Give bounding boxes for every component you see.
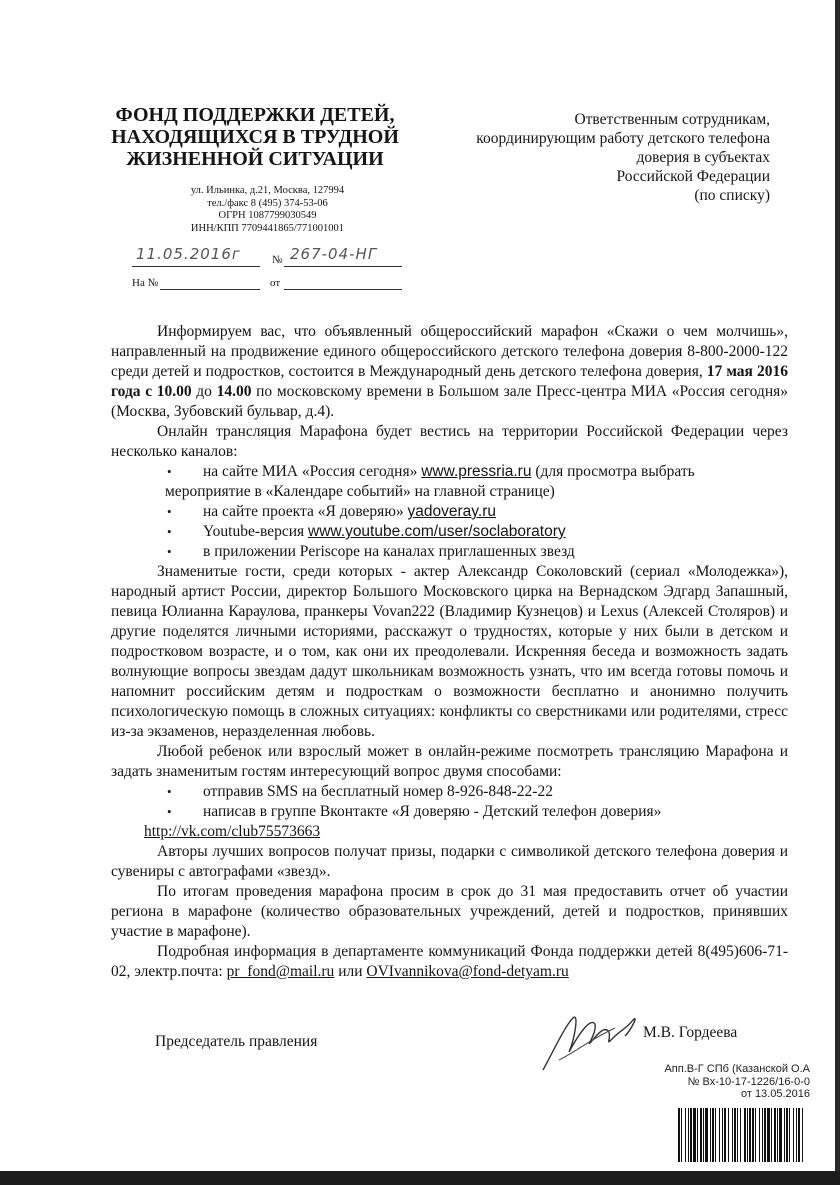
org-inn: ИНН/КПП 7709441865/771001001 <box>190 222 345 234</box>
addressee-line: координирующим работу детского телефона <box>476 130 770 147</box>
text: по московскому времени в Большом зале Пресс-центра МИА «Россия сегодня» (Москва, Зубовский бульвар, д.4). <box>111 383 788 420</box>
number-label: № <box>272 254 283 266</box>
text: написав в группе Вконтакте «Я доверяю - Детский телефон доверия» <box>203 803 662 820</box>
barcode-bar <box>747 1108 748 1162</box>
paragraph-prizes: Авторы лучших вопросов получат призы, подарки с символикой детского телефона доверия и сувениры с автографами «звезд». <box>111 843 788 880</box>
letter-body <box>111 322 788 982</box>
stamp-line: № Вх-10-17-1226/16-0-0 <box>687 1075 810 1088</box>
org-name <box>100 104 410 170</box>
list-item-way <box>111 782 788 802</box>
barcode-bar <box>740 1108 741 1162</box>
paragraph-contacts <box>111 942 788 982</box>
org-ogrn: ОГРН 1087799030549 <box>218 210 317 221</box>
barcode-bar <box>744 1108 746 1162</box>
barcode-bar <box>724 1108 726 1162</box>
incoming-underline <box>160 289 260 290</box>
barcode-bar <box>771 1108 772 1162</box>
barcode-bar <box>697 1108 698 1162</box>
org-details <box>160 185 375 235</box>
barcode-bar <box>793 1108 794 1162</box>
list-item-channel <box>111 502 788 522</box>
addressee-line: Российской Федерации <box>616 168 770 185</box>
barcode-bar <box>774 1108 776 1162</box>
scan-edge-right <box>835 0 840 1185</box>
list-item-channel <box>111 542 788 562</box>
list-item-channel <box>111 522 788 542</box>
org-name-line: НАХОДЯЩИХСЯ В ТРУДНОЙ <box>111 126 399 148</box>
barcode-bar <box>678 1108 680 1162</box>
barcode-bar <box>798 1108 800 1162</box>
email-link[interactable]: OVIvannikova@fond-detyam.ru <box>366 963 569 980</box>
addressee-line: (по списку) <box>694 187 770 204</box>
barcode-bar <box>715 1108 716 1162</box>
youtube-link[interactable]: www.youtube.com/user/soclaboratory <box>308 523 566 540</box>
pressria-link[interactable]: www.pressria.ru <box>421 463 532 480</box>
barcode-bar <box>767 1108 770 1162</box>
barcode-bar <box>712 1108 714 1162</box>
text: Информируем вас, что объявленный общероссийский марафон «Скажи о чем молчишь», направленный на продвижение единого общероссийского детского телефона доверия 8-800-2000-122 среди детей и подростков, состоится в Международный день детского телефона доверия, <box>111 323 788 380</box>
paragraph-report: По итогам проведения марафона просим в срок до 31 мая предоставить отчет об участии региона в марафоне (количество образовательных учреждений, детей и подростков, принявших участие в марафоне). <box>111 883 788 940</box>
barcode-bar <box>688 1108 689 1162</box>
barcode-bar <box>700 1108 702 1162</box>
barcode-bar <box>719 1108 720 1162</box>
barcode-bar <box>681 1108 682 1162</box>
barcode <box>676 1108 806 1162</box>
barcode-bar <box>737 1108 738 1162</box>
barcode-bar <box>693 1108 696 1162</box>
barcode-bar <box>764 1108 766 1162</box>
barcode-bar <box>779 1108 782 1162</box>
addressee-line: Ответственным сотрудникам, <box>574 111 770 128</box>
text: Подробная информация в департаменте коммуникаций Фонда поддержки детей 8(495)606-71-02, электр.почта: <box>111 943 788 980</box>
incoming-label: На № <box>132 277 159 289</box>
barcode-bar <box>732 1108 733 1162</box>
list-item-continuation <box>144 822 788 842</box>
email-link[interactable]: pr_fond@mail.ru <box>226 963 335 980</box>
barcode-bar <box>710 1108 711 1162</box>
stamp-line: Апп.В-Г СПб (Казанской О.А <box>664 1063 810 1075</box>
event-date-text: 17 мая 2016 года с 10.00 <box>111 363 788 400</box>
registration-stamp <box>648 1063 810 1101</box>
barcode-bar <box>685 1108 686 1162</box>
text: Youtube-версия <box>203 523 309 540</box>
barcode-bar <box>777 1108 778 1162</box>
barcode-bar <box>789 1108 790 1162</box>
text: (для просмотра выбрать <box>531 463 695 480</box>
paragraph-announcement <box>111 322 788 422</box>
stamp-line: от 13.05.2016 <box>740 1088 810 1100</box>
text: отправив SMS на бесплатный номер 8-926-848-22-22 <box>203 783 553 800</box>
signatory-name: М.В. Гордеева <box>643 1024 738 1041</box>
barcode-bar <box>690 1108 692 1162</box>
barcode-bar <box>728 1108 729 1162</box>
list-item-continuation: мероприятие в «Календаре событий» на главной странице) <box>165 483 555 500</box>
org-phone: тел./факс 8 (495) 374-53-06 <box>207 197 328 209</box>
paragraph-broadcast: Онлайн трансляция Марафона будет вестись на территории Российской Федерации через несколько каналов: <box>111 423 788 460</box>
barcode-bar <box>784 1108 785 1162</box>
number-underline <box>284 266 402 267</box>
barcode-bar <box>703 1108 704 1162</box>
text: на сайте МИА «Россия сегодня» <box>203 463 422 480</box>
barcode-bar <box>734 1108 736 1162</box>
date-underline <box>132 266 260 267</box>
outgoing-number-field <box>132 245 402 267</box>
scan-edge-bottom <box>0 1171 840 1185</box>
addressee <box>430 110 770 205</box>
barcode-bar <box>762 1108 763 1162</box>
list-item-channel <box>111 462 788 482</box>
from-label: от <box>270 277 281 289</box>
signatory-position: Председатель правления <box>155 1033 318 1050</box>
text: до <box>191 383 217 400</box>
barcode-bar <box>802 1108 803 1162</box>
outgoing-date: 11.05.2016г <box>136 245 241 263</box>
barcode-bar <box>752 1108 754 1162</box>
barcode-bar <box>796 1108 797 1162</box>
text: на сайте проекта «Я доверяю» <box>203 503 408 520</box>
addressee-line: доверия в субъектах <box>636 149 770 166</box>
list-item-way <box>111 802 788 822</box>
barcode-bar <box>786 1108 788 1162</box>
handwritten-signature <box>535 1008 645 1076</box>
barcode-bar <box>722 1108 723 1162</box>
from-underline <box>284 289 402 290</box>
org-name-line: ЖИЗНЕННОЙ СИТУАЦИИ <box>126 148 384 170</box>
text: или <box>334 963 367 980</box>
yadoveray-link[interactable]: yadoveray.ru <box>407 503 496 520</box>
barcode-bar <box>749 1108 751 1162</box>
org-address: ул. Ильинка, д.21, Москва, 127994 <box>190 185 345 196</box>
paragraph-participation: Любой ребенок или взрослый может в онлайн-режиме посмотреть трансляцию Марафона и задать знаменитым гостям интересующий вопрос двумя способами: <box>111 743 788 780</box>
text: в приложении Periscope на каналах приглашенных звезд <box>203 543 575 560</box>
outgoing-number: 267-04-НГ <box>290 245 378 263</box>
vk-link[interactable]: http://vk.com/club75573663 <box>144 823 321 840</box>
barcode-bar <box>705 1108 708 1162</box>
org-name-line: ФОНД ПОДДЕРЖКИ ДЕТЕЙ, <box>115 104 395 126</box>
barcode-bar <box>759 1108 760 1162</box>
barcode-bar <box>755 1108 756 1162</box>
event-end-time: 14.00 <box>216 383 252 400</box>
incoming-number-field <box>132 274 402 290</box>
paragraph-guests: Знаменитые гости, среди которых - актер Александр Соколовский (сериал «Молодежка»), народный артист России, директор Большого Московского цирка на Вернадском Эдгард Запашный, певица Юлианна Караулова, пранкеры Vovan222 (Владимир Кузнецов) и Lexus (Алексей Столяров) и другие поделятся личными историями, расскажут о трудностях, которые у них были в детском и подростковом возрасте, и о том, как они их преодолевали. Искренняя беседа и возможность задать волнующие вопросы звездам дадут школьникам возможность узнать, что им всегда готовы помочь и напомнит российским детям и подросткам о возможности бесплатно и анонимно получить психологическую помощь в сложных ситуациях: конфликты со сверстниками или родителями, стресс из-за экзаменов, неразделенная любовь. <box>111 563 788 740</box>
